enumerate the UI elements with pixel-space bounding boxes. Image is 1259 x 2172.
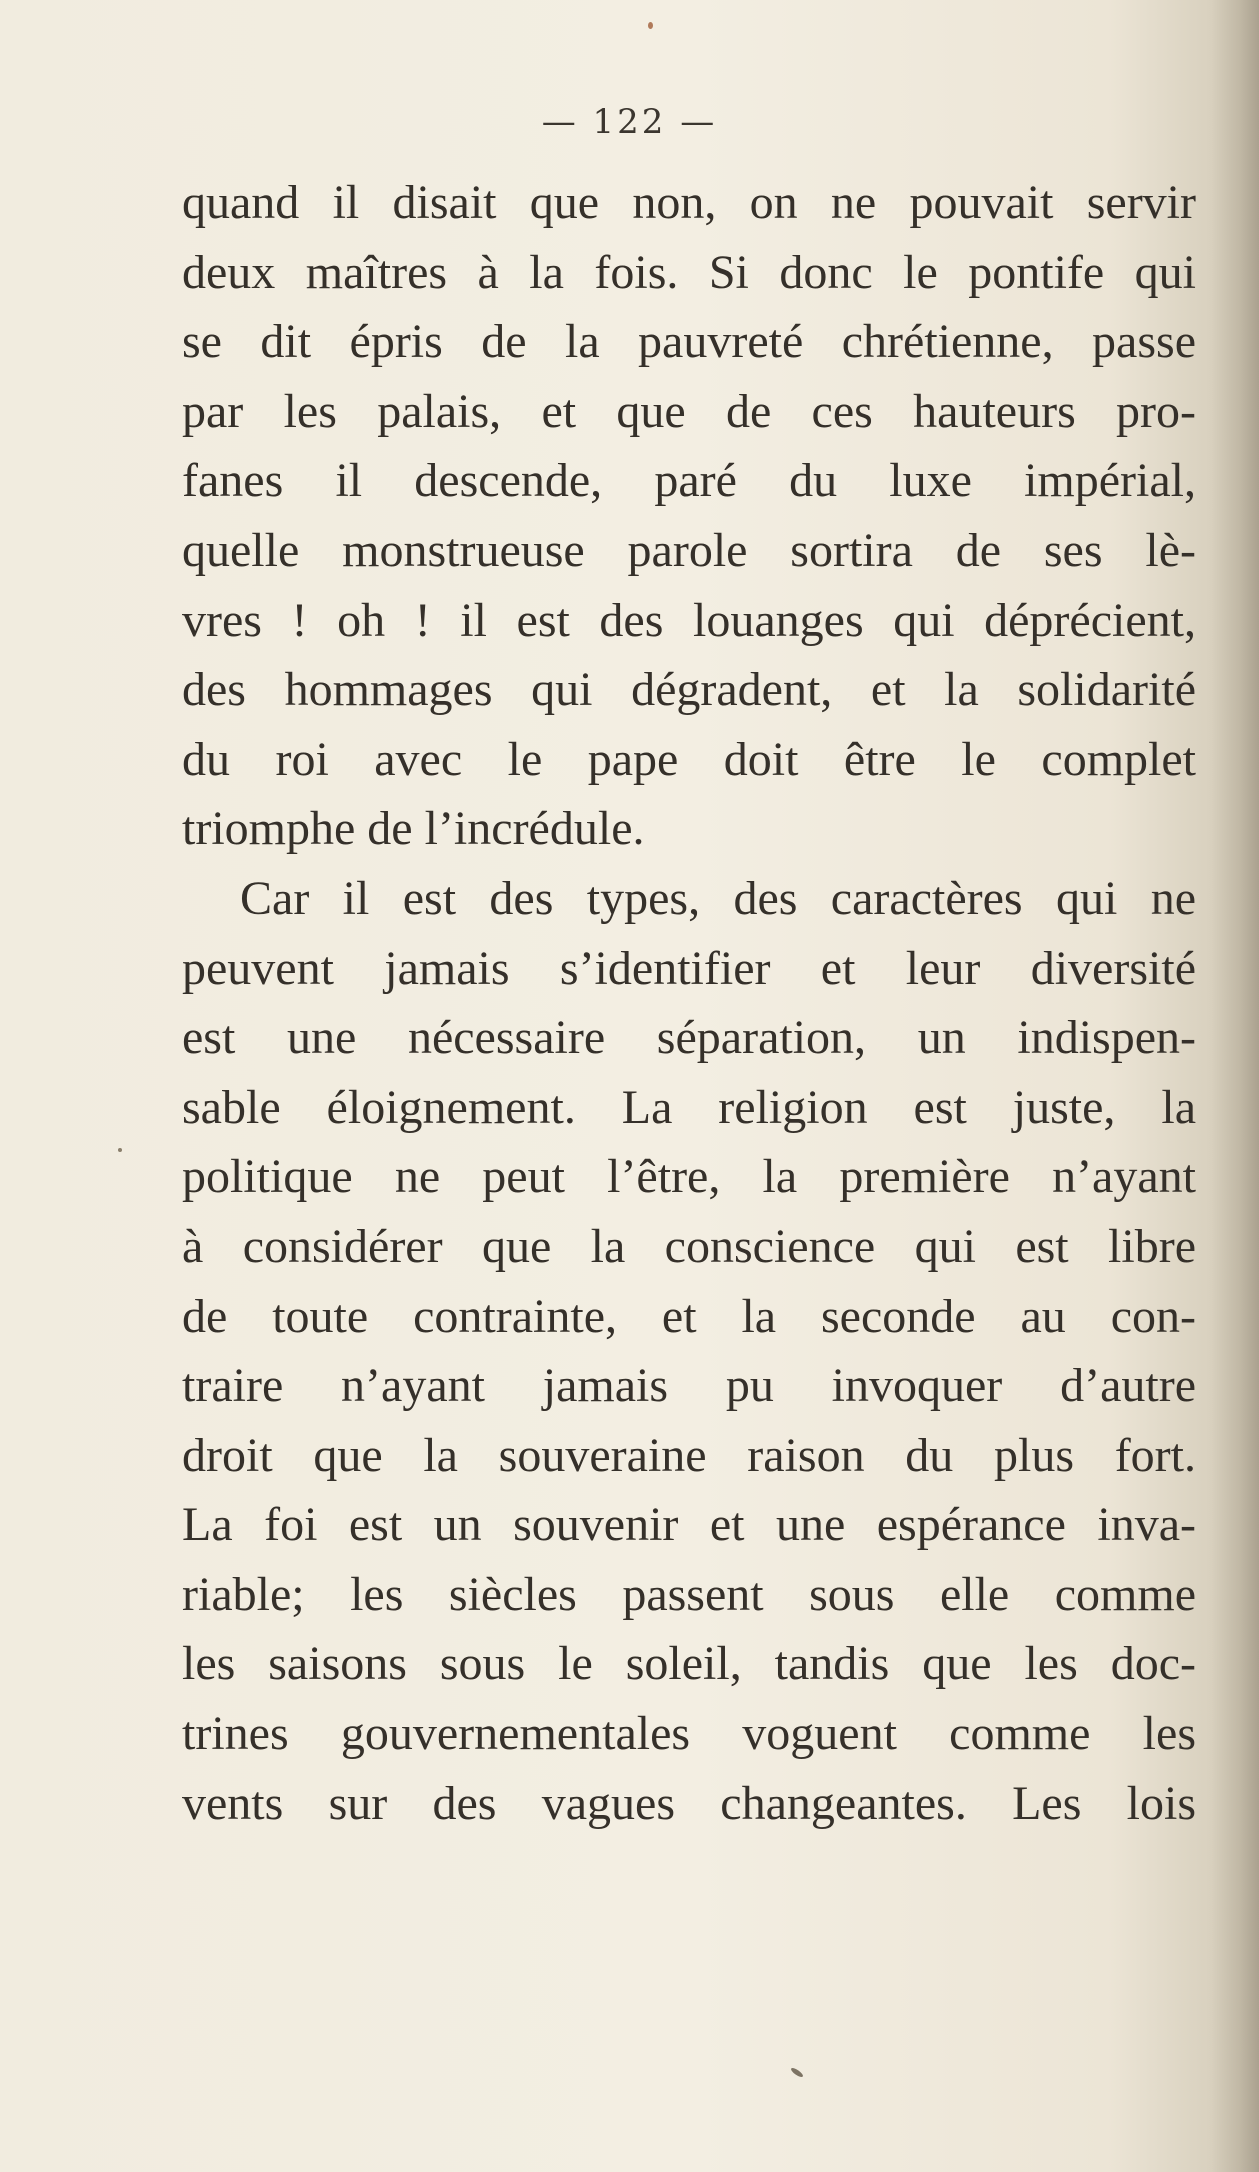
text-line: vents sur des vagues changeantes. Les lois [182,1776,1196,1830]
text-line: quand il disait que non, on ne pouvait servir [182,176,1196,229]
text-line: vres ! oh ! il est des louanges qui déprécient, [182,593,1196,647]
text-line: par les palais, et que de ces hauteurs pro- [182,384,1196,438]
text-line: La foi est un souvenir et une espérance inva- [182,1498,1196,1552]
page-edge-shadow [1211,0,1259,2172]
text-line: du roi avec le pape doit être le complet [182,732,1196,786]
text-line: triomphe de l’incrédule. [182,802,645,856]
text-line: Car il est des types, des caractères qui ne [240,871,1196,925]
text-line: des hommages qui dégradent, et la solidarité [182,663,1196,717]
text-line: politique ne peut l’être, la première n’ayant [182,1150,1196,1204]
paper-speck [648,22,653,29]
text-line: fanes il descende, paré du luxe impérial, [182,454,1196,508]
text-line: est une nécessaire séparation, un indispen- [182,1011,1196,1065]
text-line: à considérer que la conscience qui est libre [182,1219,1196,1273]
text-line: se dit épris de la pauvreté chrétienne, passe [182,315,1196,369]
text-line: droit que la souveraine raison du plus fort. [182,1428,1196,1482]
text-line: de toute contrainte, et la seconde au con- [182,1289,1196,1343]
text-line: deux maîtres à la fois. Si donc le pontife qui [182,245,1196,299]
text-line: les saisons sous le soleil, tandis que les doc- [182,1637,1196,1691]
text-line: sable éloignement. La religion est juste, la [182,1080,1196,1134]
text-line: trines gouvernementales voguent comme les [182,1707,1196,1761]
text-line: riable; les siècles passent sous elle comme [182,1567,1196,1621]
paper-speck [790,2066,804,2078]
text-line: traire n’ayant jamais pu invoquer d’autre [182,1359,1196,1413]
body-text [182,168,1196,1838]
paper-speck [118,1148,122,1152]
text-line: peuvent jamais s’identifier et leur diversité [182,941,1196,995]
text-line: quelle monstrueuse parole sortira de ses lè- [182,523,1196,577]
page-number: — 122 — [541,102,718,142]
